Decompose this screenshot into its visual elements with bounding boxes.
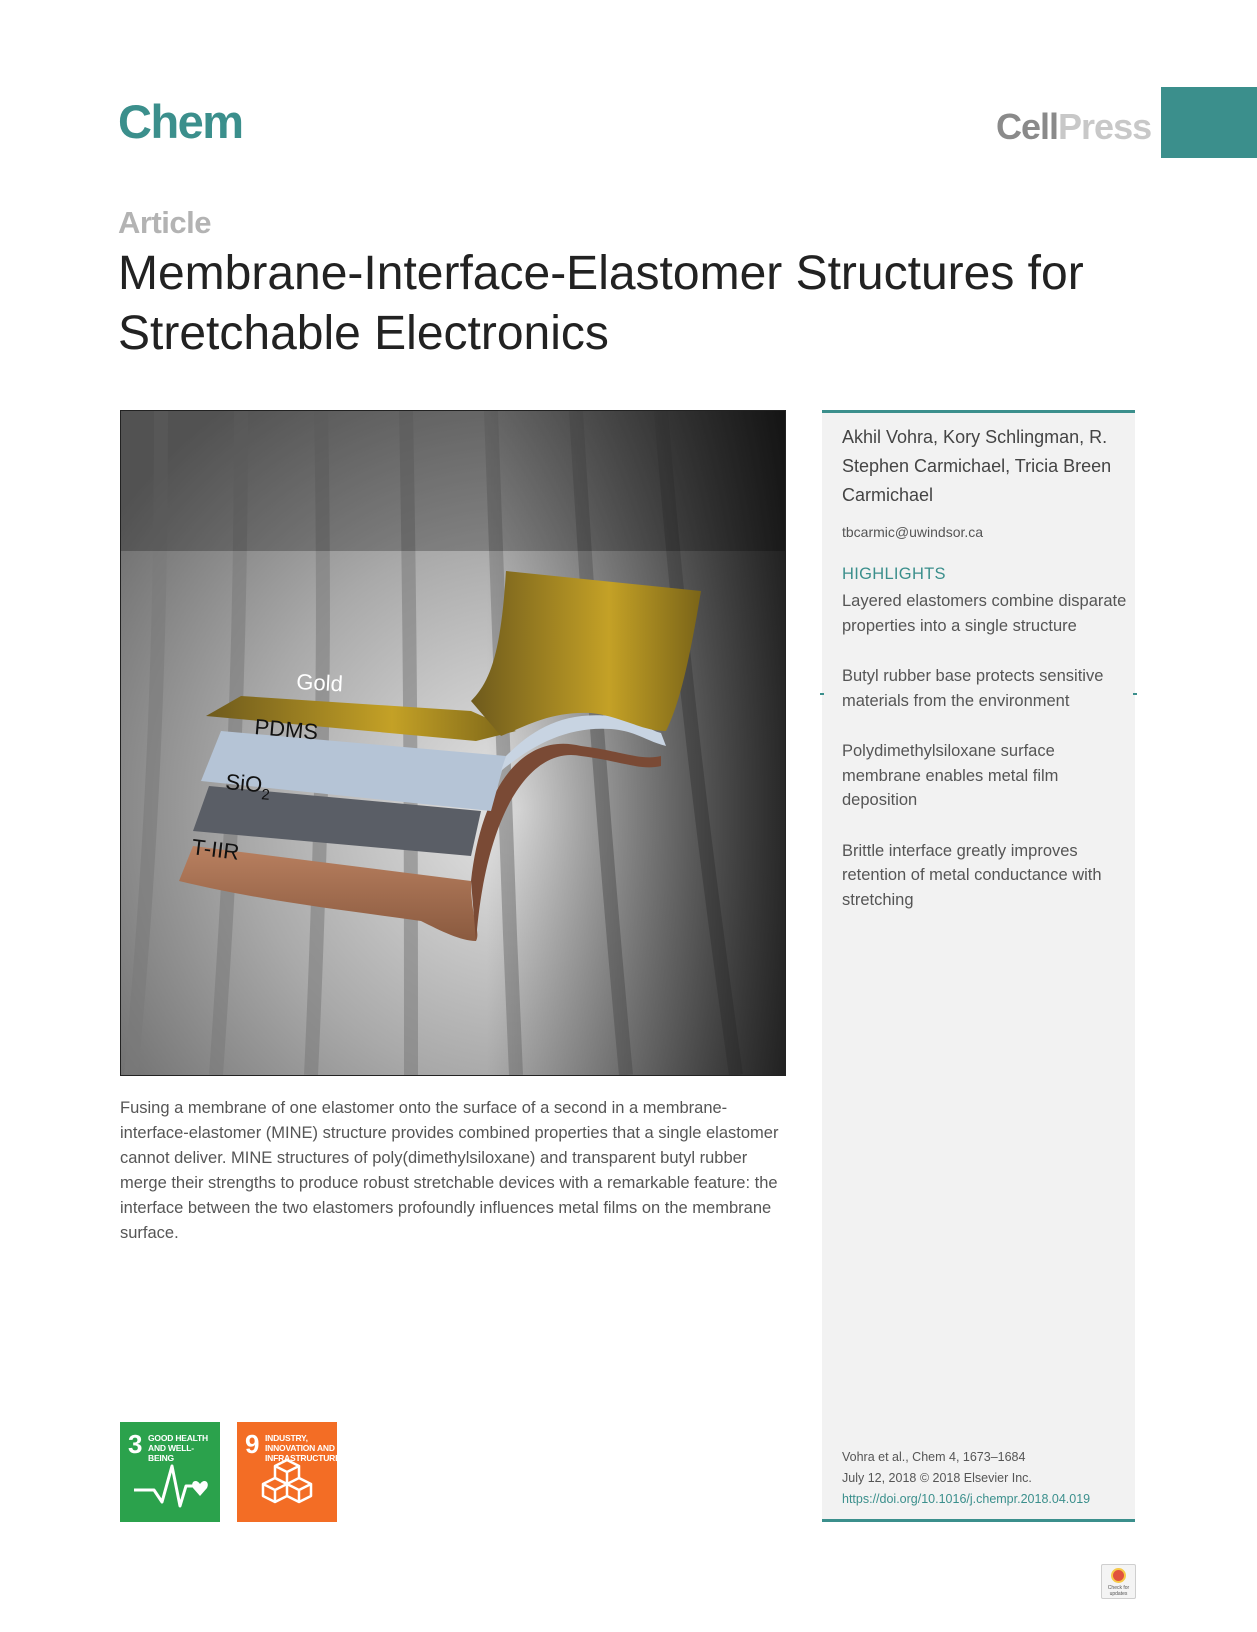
check-for-updates-badge[interactable] — [1101, 1564, 1136, 1599]
sidebar-tick-right — [1133, 693, 1137, 695]
highlight-item: Polydimethylsiloxane surface membrane enables metal film deposition — [842, 742, 1059, 809]
label-t-iir: T-IIR — [190, 834, 241, 865]
author-list: Akhil Vohra, Kory Schlingman, R. Stephen Carmichael, Tricia Breen Carmichael — [842, 427, 1112, 505]
citation-block — [842, 1447, 1090, 1510]
label-gold: Gold — [295, 669, 344, 697]
citation-line: Vohra et al., Chem 4, 1673–1684 — [842, 1450, 1026, 1464]
label-pdms: PDMS — [253, 714, 320, 745]
graphical-abstract — [120, 410, 786, 1076]
sdg-number: 3 — [128, 1429, 143, 1459]
highlights-heading: HIGHLIGHTS — [842, 565, 946, 583]
doi-link[interactable]: https://doi.org/10.1016/j.chempr.2018.04.019 — [842, 1492, 1091, 1506]
journal-logo: Chem — [118, 95, 243, 148]
highlight-item: Layered elastomers combine disparate properties into a single structure — [842, 592, 1127, 635]
updates-label: Check for updates — [1107, 1585, 1130, 1597]
sdg-9-badge — [237, 1422, 341, 1522]
publisher-logo-part1: Cell — [996, 106, 1059, 147]
highlight-item: Butyl rubber base protects sensitive materials from the environment — [842, 667, 1104, 710]
sdg-label: INDUSTRY, INNOVATION AND INFRASTRUCTURE — [265, 1433, 341, 1463]
citation-date: July 12, 2018 © 2018 Elsevier Inc. — [842, 1471, 1032, 1485]
highlights-list — [842, 589, 1127, 938]
article-title: Membrane-Interface-Elastomer Structures for Stretchable Electronics — [118, 247, 1084, 360]
layer-illustration — [121, 411, 785, 1075]
abstract-text: Fusing a membrane of one elastomer onto the surface of a second in a membrane-interface-elastomer (MINE) structure provides combined properties that a single elastomer cannot deliver. MINE structures of poly(dimethylsiloxane) and transparent butyl rubber merge their strengths to produce robust stretchable devices with a remarkable feature: the interface between the two elastomers profoundly influences metal films on the membrane surface. — [120, 1099, 779, 1242]
teal-corner-tab — [1161, 87, 1257, 158]
updates-icon — [1111, 1568, 1126, 1583]
corresponding-email[interactable]: tbcarmic@uwindsor.ca — [842, 524, 984, 540]
sdg-3-badge — [120, 1422, 220, 1522]
article-type: Article — [118, 205, 211, 240]
publisher-logo-part2: Press — [1058, 106, 1152, 147]
sidebar-tick-left — [820, 693, 824, 695]
heartbeat-icon — [120, 1422, 220, 1522]
sdg-label: GOOD HEALTH AND WELL-BEING — [148, 1433, 208, 1463]
publisher-logo — [996, 106, 1151, 148]
cubes-icon — [237, 1422, 341, 1522]
highlight-item: Brittle interface greatly improves retention of metal conductance with stretching — [842, 841, 1102, 909]
label-sio2: SiO$_2$ — [224, 769, 271, 804]
sdg-number: 9 — [245, 1429, 260, 1459]
